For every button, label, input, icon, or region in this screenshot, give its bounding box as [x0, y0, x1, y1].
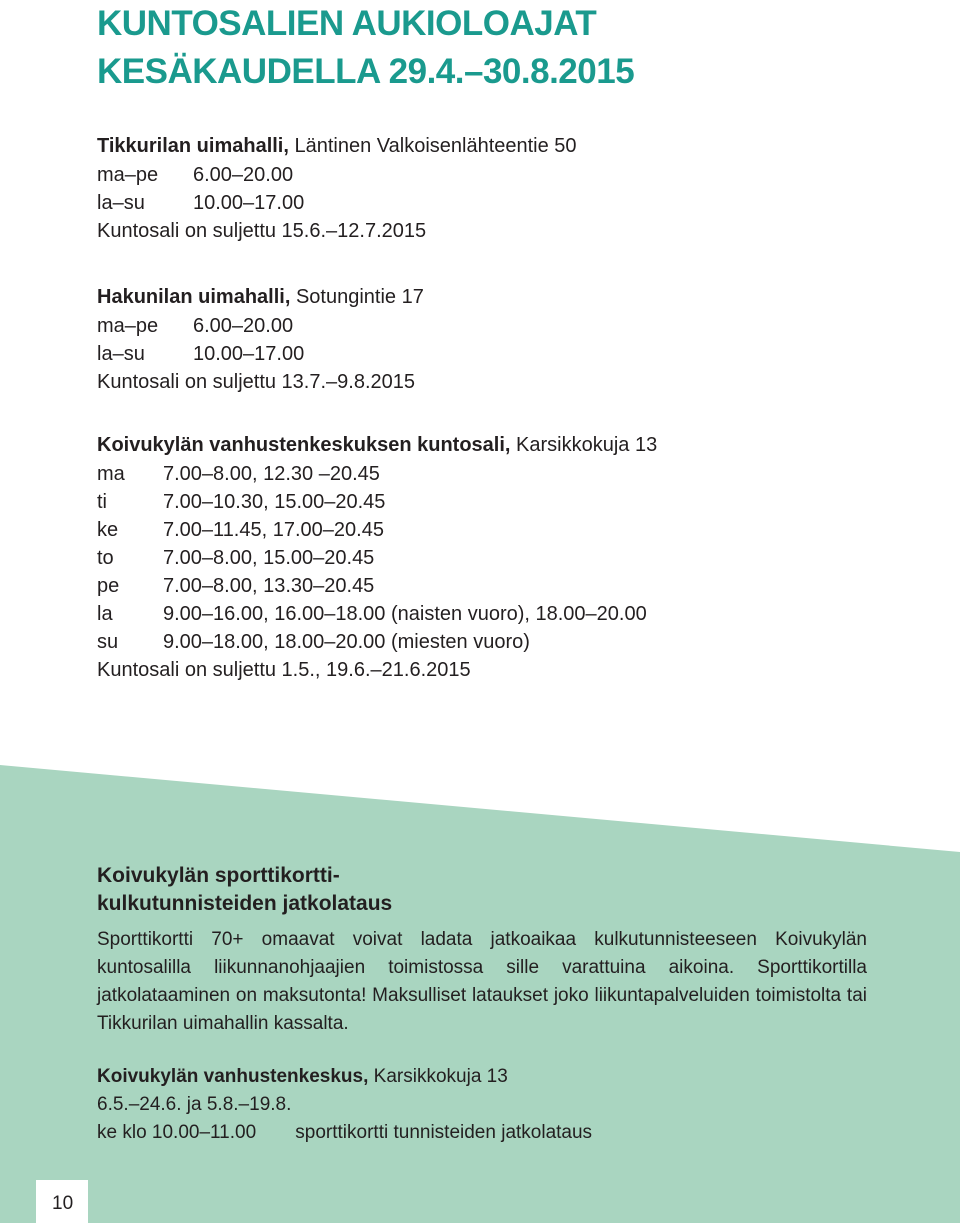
hours-time: 6.00–20.00	[193, 164, 294, 186]
page-number: 10	[52, 1193, 74, 1214]
hours-day: la	[97, 603, 113, 625]
schedule-time-desc: sporttikortti tunnisteiden jatkolataus	[295, 1122, 593, 1143]
page-title-line2: KESÄKAUDELLA 29.4.–30.8.2015	[97, 52, 635, 91]
hours-day: su	[97, 631, 119, 653]
hours-time: 10.00–17.00	[193, 343, 305, 365]
hours-day: ti	[97, 491, 107, 513]
section-heading	[97, 282, 424, 312]
closure-note: Kuntosali on suljettu 15.6.–12.7.2015	[97, 220, 427, 242]
schedule-time: ke klo 10.00–11.00	[97, 1122, 257, 1143]
venue-address: Sotungintie 17	[295, 286, 424, 308]
sportcard-schedule	[97, 1063, 867, 1147]
hours-row	[97, 600, 657, 628]
hours-day: la–su	[97, 343, 145, 365]
sportcard-section	[97, 862, 867, 1038]
hours-row	[97, 516, 657, 544]
hours-time: 7.00–8.00, 12.30 –20.45	[163, 463, 380, 485]
hours-row	[97, 628, 657, 656]
section-koivukyla	[97, 430, 657, 684]
hours-row	[97, 488, 657, 516]
venue-name: Tikkurilan uimahalli,	[97, 135, 289, 157]
sportcard-paragraph: Sporttikortti 70+ omaavat voivat ladata jatkoaikaa kulkutunnisteeseen Koivukylän kuntosalilla liikunnanohjaajien toimistossa sille varattuina aikoina. Sporttikortilla jatkolataaminen on maksutonta! Maksulliset lataukset joko liikuntapalveluiden toimistolta tai Tikkurilan uimahallin kassalta.	[97, 929, 867, 1034]
section-heading	[97, 430, 657, 460]
venue-address: Läntinen Valkoisenlähteentie 50	[294, 135, 577, 157]
hours-time: 7.00–10.30, 15.00–20.45	[163, 491, 386, 513]
sportcard-title	[97, 862, 867, 918]
hours-time: 7.00–8.00, 13.30–20.45	[163, 575, 375, 597]
hours-row	[97, 572, 657, 600]
schedule-time-row	[97, 1119, 867, 1147]
hours-row	[97, 312, 424, 340]
hours-day: pe	[97, 575, 120, 597]
section-heading	[97, 131, 577, 161]
closure-note: Kuntosali on suljettu 1.5., 19.6.–21.6.2015	[97, 659, 471, 681]
hours-row	[97, 189, 577, 217]
hours-day: ma	[97, 463, 125, 485]
hours-time: 7.00–8.00, 15.00–20.45	[163, 547, 375, 569]
schedule-place-address: Karsikkokuja 13	[373, 1066, 508, 1087]
hours-time: 6.00–20.00	[193, 315, 294, 337]
venue-address: Karsikkokuja 13	[516, 434, 658, 456]
closure-note: Kuntosali on suljettu 13.7.–9.8.2015	[97, 371, 416, 393]
schedule-heading	[97, 1063, 867, 1091]
page-title-line1: KUNTOSALIEN AUKIOLOAJAT	[97, 4, 597, 43]
section-tikkurila	[97, 131, 577, 245]
hours-day: la–su	[97, 192, 145, 214]
hours-day: ke	[97, 519, 119, 541]
venue-name: Koivukylän vanhustenkeskuksen kuntosali,	[97, 434, 511, 456]
hours-day: to	[97, 547, 114, 569]
hours-time: 7.00–11.45, 17.00–20.45	[163, 519, 384, 541]
venue-name: Hakunilan uimahalli,	[97, 286, 291, 308]
schedule-dates: 6.5.–24.6. ja 5.8.–19.8.	[97, 1094, 292, 1115]
page-title	[97, 0, 634, 96]
hours-day: ma–pe	[97, 315, 159, 337]
hours-time: 9.00–18.00, 18.00–20.00 (miesten vuoro)	[163, 631, 530, 653]
hours-row	[97, 161, 577, 189]
hours-row	[97, 544, 657, 572]
sportcard-title-line2: kulkutunnisteiden jatkolataus	[97, 892, 393, 915]
schedule-place-name: Koivukylän vanhustenkeskus,	[97, 1066, 369, 1087]
hours-row	[97, 340, 424, 368]
hours-row	[97, 460, 657, 488]
hours-time: 9.00–16.00, 16.00–18.00 (naisten vuoro), 18.00–20.00	[163, 603, 647, 625]
hours-day: ma–pe	[97, 164, 159, 186]
sportcard-title-line1: Koivukylän sporttikortti-	[97, 864, 340, 887]
hours-time: 10.00–17.00	[193, 192, 305, 214]
section-hakunila	[97, 282, 424, 396]
